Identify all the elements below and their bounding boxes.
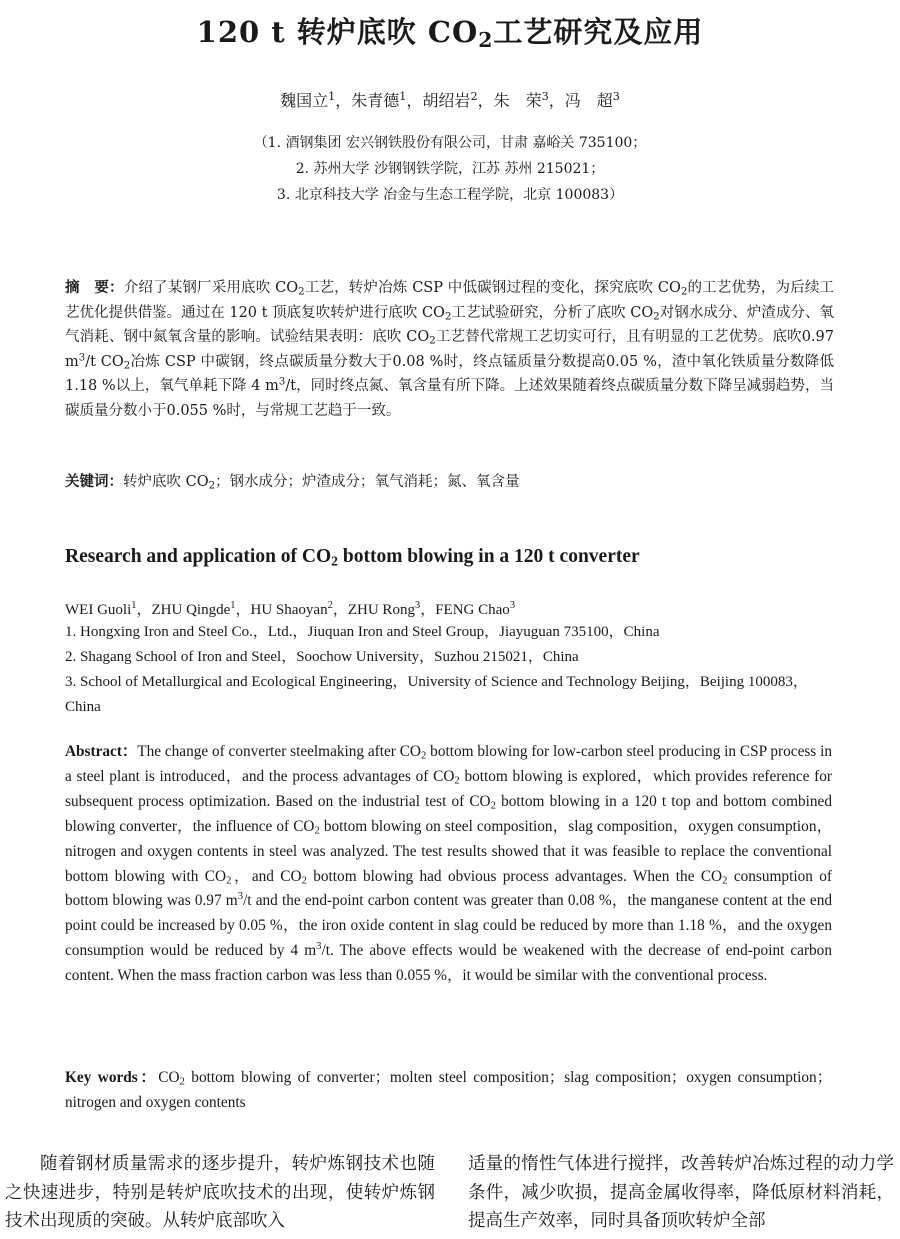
affiliation-line: 3. 北京科技大学 冶金与生态工程学院，北京 100083） bbox=[276, 187, 624, 203]
abstract-text: 工艺，转炉冶炼 CSP 中低碳钢过程的变化，探究底吹 CO bbox=[304, 280, 681, 296]
author-affil-mark: 2 bbox=[327, 600, 333, 612]
author-name: 冯 超 bbox=[564, 91, 613, 110]
abstract-text: 对钢水成分、炉渣成分、氧气消耗、钢中氮氧含量的影响。试验结果表明：底吹 CO bbox=[65, 304, 835, 345]
author-affil-mark: 3 bbox=[612, 89, 620, 103]
abstract-text: bottom blowing for low-carbon steel producing in CSP process in a steel plant is introduced，and the process advantages of CO bbox=[65, 743, 832, 785]
subscript: 2 bbox=[454, 774, 460, 787]
subscript: 2 bbox=[123, 360, 131, 372]
author-affil-mark: 3 bbox=[541, 89, 549, 103]
title-en bbox=[65, 546, 900, 568]
abstract-text: ，and CO bbox=[231, 867, 302, 885]
author-name: ZHU Qingde bbox=[151, 602, 231, 618]
abstract-text: bottom blowing had obvious process advantages. When the CO bbox=[306, 867, 723, 885]
affiliation-line: （1. 酒钢集团 宏兴钢铁股份有限公司，甘肃 嘉峪关 735100； bbox=[253, 135, 647, 151]
abstract-text: bottom blowing is explored，which provides reference for subsequent process optimization. Based on the industrial test of CO bbox=[65, 767, 832, 810]
authors-en: WEI Guoli$^1$，ZHU Qingde$^1$，HU Shaoyan$^2$，ZHU Rong$^3$，FENG Chao$^3$ bbox=[65, 600, 516, 618]
author-affil-mark: 1 bbox=[399, 89, 407, 103]
subscript: 2 bbox=[208, 480, 216, 492]
author-name: 胡绍岩 bbox=[422, 91, 471, 110]
keywords-en-label: Key words： bbox=[65, 1069, 159, 1086]
author-affil-mark: 2 bbox=[470, 89, 478, 103]
keywords-cn bbox=[65, 470, 834, 491]
abstract-text: 冶炼 CSP 中碳钢，终点碳质量分数大于0.08 %时，终点锰质量分数提高0.05 %，渣中氧化铁质量分数降低1.18 %以上，氧气单耗下降 4 m bbox=[65, 353, 835, 394]
abstract-text: 介绍了某钢厂采用底吹 CO bbox=[123, 280, 299, 296]
title-en-subscript: 2 bbox=[331, 553, 338, 569]
keywords-text: CO bbox=[158, 1069, 180, 1086]
keywords-text: 转炉底吹 CO bbox=[123, 474, 209, 490]
superscript: 3 bbox=[237, 890, 244, 903]
affiliation-line: 2. 苏州大学 沙钢钢铁学院，江苏 苏州 215021； bbox=[295, 161, 605, 177]
affiliation-line: 1. Hongxing Iron and Steel Co.，Ltd.，Jiuquan Iron and Steel Group，Jiayuguan 735100，China bbox=[65, 624, 660, 640]
title-cn-part: 120 t 转炉底吹 CO bbox=[196, 15, 479, 49]
author-affil-mark: 1 bbox=[131, 600, 137, 612]
title-cn-subscript: 2 bbox=[478, 28, 494, 53]
subscript: 2 bbox=[226, 874, 232, 887]
author-affil-mark: 3 bbox=[414, 600, 421, 612]
author-name: ZHU Rong bbox=[347, 602, 415, 618]
superscript: 3 bbox=[278, 376, 286, 388]
author-affil-mark: 1 bbox=[230, 600, 236, 612]
subscript: 2 bbox=[653, 311, 660, 323]
superscript: 3 bbox=[78, 351, 86, 363]
subscript: 2 bbox=[680, 286, 688, 298]
abstract-text: bottom blowing in a 120 t top and bottom combined blowing converter，the influence of CO bbox=[65, 792, 832, 835]
subscript: 2 bbox=[298, 286, 305, 298]
abstract-text: bottom blowing on steel composition，slag composition，oxygen consumption，nitrogen and oxygen contents in steel was analyzed. The test results showed that it was feasible to replace the conventional bottom blowing with CO bbox=[65, 817, 832, 885]
abstract-text: /t and the end-point carbon content was greater than 0.08 %，the manganese content at the end point could be increased by 0.05 %，the iron oxide content in slag could be reduced by more than 1.18 %，and the oxygen consumption would be reduced by 4 m bbox=[65, 892, 832, 960]
keywords-text: ；钢水成分；炉渣成分；氧气消耗；氮、氧含量 bbox=[215, 474, 520, 490]
abstract-text: 工艺试验研究，分析了底吹 CO bbox=[451, 304, 654, 321]
author-name: WEI Guoli bbox=[65, 602, 132, 618]
abstract-text: The change of converter steelmaking after CO bbox=[137, 743, 421, 760]
subscript: 2 bbox=[179, 1075, 185, 1088]
keywords-en bbox=[65, 1066, 832, 1116]
authors-cn: 魏国立$^1$，朱青德$^1$，胡绍岩$^2$，朱 荣$^3$，冯 超$^3$ bbox=[280, 89, 620, 110]
author-name: 朱 荣 bbox=[493, 91, 542, 110]
subscript: 2 bbox=[429, 335, 436, 347]
keywords-cn-label: 关键词： bbox=[65, 474, 123, 490]
abstract-text: 工艺替代常规工艺切实可行，且有明显的工艺优势。底吹0.97 m bbox=[65, 329, 834, 370]
author-affil-mark: 1 bbox=[328, 89, 336, 103]
affiliation-line: 3. School of Metallurgical and Ecological Engineering，University of Science and Technology Beijing，Beijing 100083，China bbox=[65, 674, 808, 715]
affiliations-en bbox=[65, 620, 840, 720]
title-cn-part: 工艺研究及应用 bbox=[493, 15, 704, 49]
abstract-en-label: Abstract： bbox=[65, 743, 138, 760]
abstract-cn bbox=[65, 276, 834, 423]
subscript: 2 bbox=[301, 874, 307, 887]
abstract-text: consumption of bottom blowing was 0.97 m bbox=[65, 867, 832, 910]
affiliations-cn bbox=[0, 130, 900, 208]
affiliation-line: 2. Shagang School of Iron and Steel，Soochow University，Suzhou 215021，China bbox=[65, 649, 579, 665]
title-cn bbox=[0, 10, 900, 51]
abstract-cn-label: 摘 要： bbox=[65, 280, 124, 296]
author-name: 朱青德 bbox=[351, 91, 400, 110]
subscript: 2 bbox=[722, 874, 728, 887]
body-column-right: 适量的惰性气体进行搅拌，改善转炉冶炼过程的动力学条件，减少吹损，提高金属收得率，降低原材料消耗，提高生产效率，同时具备顶吹转炉全部 bbox=[468, 1154, 894, 1231]
abstract-text: 的工艺优势，为后续工艺优化提供借鉴。通过在 120 t 顶底复吹转炉进行底吹 CO bbox=[65, 280, 835, 321]
keywords-text: bottom blowing of converter；molten steel composition；slag composition；oxygen consumption；nitrogen and oxygen contents bbox=[65, 1069, 833, 1111]
abstract-text: /t. The above effects would be weakened with the decrease of end-point carbon content. When the mass fraction carbon was less than 0.055 %，it would be similar with the conventional process. bbox=[65, 942, 832, 985]
body-column-left: 随着钢材质量需求的逐步提升，转炉炼钢技术也随之快速进步，特别是转炉底吹技术的出现，使转炉炼钢技术出现质的突破。从转炉底部吹入 bbox=[5, 1154, 435, 1231]
title-en-part: bottom blowing in a 120 t converter bbox=[337, 546, 640, 567]
abstract-text: /t，同时终点氮、氧含量有所下降。上述效果随着终点碳质量分数下降呈减弱趋势，当碳质量分数小于0.055 %时，与常规工艺趋于一致。 bbox=[65, 378, 834, 419]
subscript: 2 bbox=[314, 824, 320, 837]
superscript: 3 bbox=[316, 940, 322, 953]
abstract-text: /t CO bbox=[85, 353, 124, 370]
subscript: 2 bbox=[444, 311, 452, 323]
author-name: HU Shaoyan bbox=[250, 602, 328, 618]
abstract-en bbox=[65, 740, 832, 989]
author-affil-mark: 3 bbox=[509, 600, 516, 612]
title-en-part: Research and application of CO bbox=[65, 546, 332, 567]
author-name: FENG Chao bbox=[435, 602, 510, 618]
subscript: 2 bbox=[420, 749, 427, 762]
subscript: 2 bbox=[490, 799, 496, 812]
author-name: 魏国立 bbox=[280, 91, 329, 110]
